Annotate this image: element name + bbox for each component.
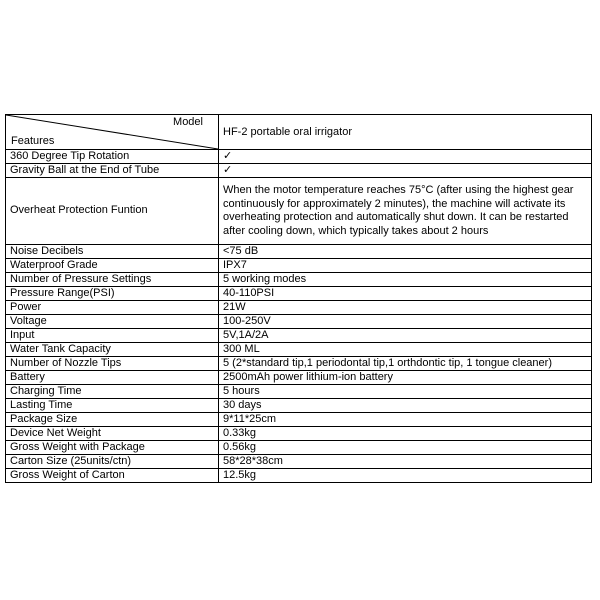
- feature-name-cell: Noise Decibels: [6, 245, 219, 259]
- table-row: [6, 259, 592, 273]
- feature-name-cell: Gravity Ball at the End of Tube: [6, 164, 219, 178]
- table-row: [6, 164, 592, 178]
- feature-value-cell: 58*28*38cm: [219, 455, 592, 469]
- feature-name-cell: Gross Weight of Carton: [6, 469, 219, 483]
- table-row: [6, 273, 592, 287]
- model-label: Model: [173, 116, 203, 128]
- table-row: [6, 455, 592, 469]
- feature-name-cell: Package Size: [6, 413, 219, 427]
- feature-name-cell: Input: [6, 329, 219, 343]
- feature-value-cell: 0.56kg: [219, 441, 592, 455]
- feature-value-cell: 5 working modes: [219, 273, 592, 287]
- feature-value-cell: ✓: [219, 164, 592, 178]
- feature-value-cell: ✓: [219, 150, 592, 164]
- table-row: [6, 441, 592, 455]
- feature-value-cell: 9*11*25cm: [219, 413, 592, 427]
- feature-value-cell: 40-110PSI: [219, 287, 592, 301]
- feature-value-cell: 2500mAh power lithium-ion battery: [219, 371, 592, 385]
- feature-value-cell: 300 ML: [219, 343, 592, 357]
- table-row: [6, 371, 592, 385]
- feature-name-cell: Waterproof Grade: [6, 259, 219, 273]
- feature-value-cell: When the motor temperature reaches 75°C (after using the highest gear continuously for approximately 2 minutes), the machine will activate its overheating protection and automatically shut down. It can be restarted after cooling down, which typically takes about 2 hours: [219, 178, 592, 245]
- feature-name-cell: Carton Size (25units/ctn): [6, 455, 219, 469]
- table-row: [6, 245, 592, 259]
- table-row: [6, 469, 592, 483]
- feature-value-cell: 30 days: [219, 399, 592, 413]
- feature-name-cell: Gross Weight with Package: [6, 441, 219, 455]
- feature-name-cell: Voltage: [6, 315, 219, 329]
- feature-value-cell: 5V,1A/2A: [219, 329, 592, 343]
- feature-name-cell: 360 Degree Tip Rotation: [6, 150, 219, 164]
- spec-table: [5, 114, 592, 483]
- table-row: [6, 301, 592, 315]
- feature-value-cell: 100-250V: [219, 315, 592, 329]
- feature-name-cell: Overheat Protection Funtion: [6, 178, 219, 245]
- header-features-model-cell: [6, 115, 219, 150]
- table-row: [6, 385, 592, 399]
- features-label: Features: [11, 135, 55, 147]
- feature-name-cell: Number of Nozzle Tips: [6, 357, 219, 371]
- table-header-row: [6, 115, 592, 150]
- feature-value-cell: 5 (2*standard tip,1 periodontal tip,1 orthdontic tip, 1 tongue cleaner): [219, 357, 592, 371]
- feature-name-cell: Number of Pressure Settings: [6, 273, 219, 287]
- feature-name-cell: Charging Time: [6, 385, 219, 399]
- table-row: [6, 315, 592, 329]
- table-row: [6, 357, 592, 371]
- feature-name-cell: Battery: [6, 371, 219, 385]
- header-model-value-cell: HF-2 portable oral irrigator: [219, 115, 592, 150]
- feature-name-cell: Power: [6, 301, 219, 315]
- table-row: [6, 287, 592, 301]
- table-row: [6, 343, 592, 357]
- feature-name-cell: Lasting Time: [6, 399, 219, 413]
- feature-value-cell: 0.33kg: [219, 427, 592, 441]
- table-row: [6, 329, 592, 343]
- feature-value-cell: <75 dB: [219, 245, 592, 259]
- feature-name-cell: Pressure Range(PSI): [6, 287, 219, 301]
- table-row: [6, 427, 592, 441]
- table-row: [6, 178, 592, 245]
- table-row: [6, 413, 592, 427]
- feature-value-cell: 5 hours: [219, 385, 592, 399]
- table-row: [6, 150, 592, 164]
- table-row: [6, 399, 592, 413]
- feature-name-cell: Water Tank Capacity: [6, 343, 219, 357]
- feature-name-cell: Device Net Weight: [6, 427, 219, 441]
- feature-value-cell: 21W: [219, 301, 592, 315]
- feature-value-cell: IPX7: [219, 259, 592, 273]
- feature-value-cell: 12.5kg: [219, 469, 592, 483]
